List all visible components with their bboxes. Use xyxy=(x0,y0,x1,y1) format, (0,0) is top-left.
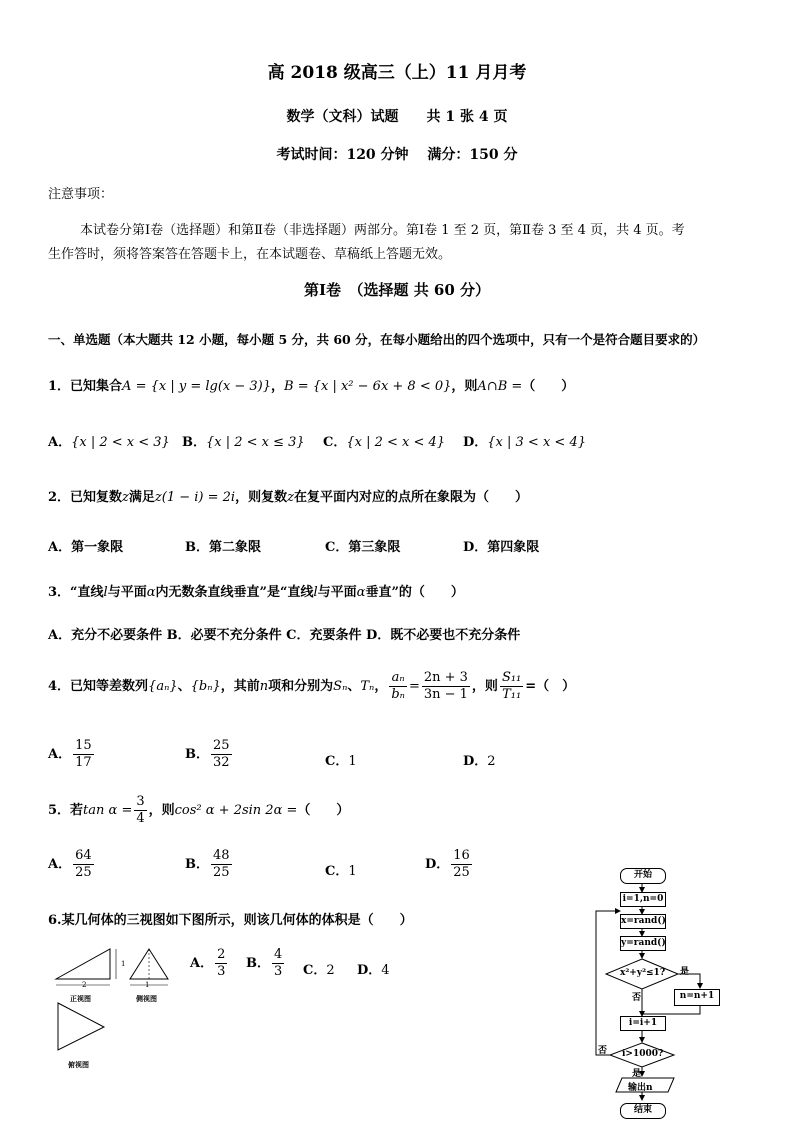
q1-set-b: B = {x | x² − 6x + 8 < 0} xyxy=(284,379,452,394)
exam-subtitle: 数学（文科）试题 共 1 张 4 页 xyxy=(286,109,508,125)
option-value: 第二象限 xyxy=(209,540,262,555)
option-value: 2 xyxy=(487,754,496,769)
option-label: A． xyxy=(48,747,72,762)
question-2 xyxy=(48,486,528,505)
question-6: 6.某几何体的三视图如下图所示，则该几何体的体积是（ ） xyxy=(48,913,413,928)
option-label: C． xyxy=(323,435,347,450)
q4-text: ，其前 xyxy=(220,679,260,694)
top-view-shape xyxy=(58,1003,104,1050)
option-label: B． xyxy=(185,857,209,872)
option-value: 第四象限 xyxy=(487,540,540,555)
q2-z: z xyxy=(122,490,129,505)
q4-option-d[interactable] xyxy=(463,750,496,769)
dim-label-front: 2 xyxy=(82,981,87,989)
flow-start: 开始 xyxy=(620,868,666,884)
option-label: A． xyxy=(48,435,72,450)
q4-text: 、 xyxy=(177,679,191,694)
q4-option-c[interactable] xyxy=(325,750,357,769)
dim-label-side: 1 xyxy=(145,981,150,989)
q1-lead: 1．已知集合 xyxy=(48,379,123,394)
flow-no-1: 否 xyxy=(632,993,642,1003)
q4-tn: Tₙ xyxy=(360,679,375,694)
option-label: B． xyxy=(246,956,270,971)
q2-z: z xyxy=(287,490,294,505)
q3-plane-alpha: α xyxy=(356,585,366,600)
q1-sep: ， xyxy=(271,379,285,394)
q3-line-l: l xyxy=(103,585,108,600)
option-value: 4 xyxy=(381,963,390,978)
q5-option-b[interactable] xyxy=(185,848,234,881)
q4-text: ，则 xyxy=(471,679,498,694)
q5-text: 5．若 xyxy=(48,803,84,818)
option-value: 第一象限 xyxy=(71,540,124,555)
q4-sn: Sₙ xyxy=(333,679,348,694)
option-fraction xyxy=(211,848,232,881)
option-label: C． xyxy=(325,864,349,879)
option-fraction xyxy=(451,848,472,881)
flow-cond-1: x²+y²≤1? xyxy=(620,968,666,978)
exam-time-info: 考试时间：120 分钟 满分：150 分 xyxy=(276,147,518,163)
front-view-shape xyxy=(56,949,110,979)
loop-arrow xyxy=(596,911,620,1055)
q2-text: 满足 xyxy=(128,490,155,505)
q1-option-c[interactable] xyxy=(323,431,445,450)
q6-option-c[interactable] xyxy=(303,959,335,978)
flow-yes-1: 是 xyxy=(680,967,690,977)
side-view-label: 侧视图 xyxy=(136,994,157,1003)
flow-y-assign: y=rand() xyxy=(620,936,666,951)
numerator: aₙ xyxy=(389,670,407,687)
front-view-label: 正视图 xyxy=(70,994,91,1003)
option-value: 1 xyxy=(348,864,357,879)
question-1 xyxy=(48,375,574,394)
q4-ratio-fraction xyxy=(389,670,407,703)
flow-i-increment: i=i+1 xyxy=(620,1016,666,1031)
q4-text: 、 xyxy=(347,679,361,694)
q4-seq-b: {bₙ} xyxy=(190,679,221,694)
q4-text: ， xyxy=(374,679,388,694)
question-3 xyxy=(48,581,464,600)
q4-n: n xyxy=(259,679,269,694)
denominator: T₁₁ xyxy=(502,687,522,702)
flow-yes-2: 是 xyxy=(632,1069,642,1079)
q2-text: ，则复数 xyxy=(235,490,288,505)
q3-text: 与平面 xyxy=(107,585,147,600)
numerator: 15 xyxy=(75,738,92,753)
q6-option-d[interactable] xyxy=(357,959,390,978)
q3-line-l: l xyxy=(313,585,318,600)
flow-end: 结束 xyxy=(620,1103,666,1119)
option-value: {x | 2 < x < 3} xyxy=(71,435,170,450)
q2-option-a[interactable] xyxy=(48,536,123,555)
q2-equation: z(1 − i) = 2i xyxy=(154,490,236,505)
option-fraction xyxy=(73,738,94,771)
option-label: B． xyxy=(182,435,206,450)
option-fraction xyxy=(272,947,284,980)
q1-option-d[interactable] xyxy=(463,431,586,450)
three-view-drawing xyxy=(52,945,182,1075)
q4-text: =（ ） xyxy=(525,679,576,694)
option-fraction xyxy=(73,848,94,881)
denominator: bₙ xyxy=(391,687,405,702)
q5-tan: tan α = xyxy=(83,803,133,818)
option-value: {x | 3 < x < 4} xyxy=(487,435,586,450)
flow-output: 输出n xyxy=(628,1083,653,1093)
numerator: 64 xyxy=(75,848,92,863)
q3-text: 内无数条直线垂直”是“直线 xyxy=(155,585,314,600)
option-label: A． xyxy=(190,956,214,971)
numerator: 2 xyxy=(217,947,226,962)
option-fraction xyxy=(211,738,232,771)
notes-label: 注意事项： xyxy=(48,187,114,202)
q5-text: （ ） xyxy=(297,803,350,818)
numerator: 48 xyxy=(213,848,230,863)
q5-fraction xyxy=(134,794,146,827)
exam-title: 高 2018 级高三（上）11 月月考 xyxy=(267,63,527,83)
flow-no-2: 否 xyxy=(598,1046,608,1056)
numerator: 2n + 3 xyxy=(423,670,468,685)
option-label: D． xyxy=(425,857,450,872)
q5-text: ，则 xyxy=(148,803,175,818)
denominator: 3 xyxy=(274,964,283,979)
q4-equals: = xyxy=(408,679,420,694)
q4-option-a[interactable] xyxy=(48,738,96,771)
option-value: 2 xyxy=(326,963,335,978)
notes-line-2: 生作答时，须将答案答在答题卡上，在本试题卷、草稿纸上答题无效。 xyxy=(48,247,452,262)
notes-line-1: 本试卷分第Ⅰ卷（选择题）和第Ⅱ卷（非选择题）两部分。第Ⅰ卷 1 至 2 页，第Ⅱ卷 3 至 4 页，共 4 页。考 xyxy=(80,223,685,238)
top-view-label: 俯视图 xyxy=(68,1060,89,1069)
option-label: B． xyxy=(185,540,209,555)
option-label: D． xyxy=(463,540,488,555)
denominator: 25 xyxy=(213,865,230,880)
option-fraction xyxy=(215,947,227,980)
q5-option-a[interactable] xyxy=(48,848,96,881)
option-value: 1 xyxy=(348,754,357,769)
q1-intersection: A∩B = xyxy=(477,379,523,394)
option-value: {x | 2 < x ≤ 3} xyxy=(206,435,305,450)
q1-set-a: A = {x | y = lg(x − 3)} xyxy=(122,379,271,394)
q3-options[interactable]: A．充分不必要条件 B．必要不充分条件 C．充要条件 D．既不必要也不充分条件 xyxy=(48,628,521,643)
q6-option-b[interactable] xyxy=(246,947,286,980)
numerator: 25 xyxy=(213,738,230,753)
denominator: 17 xyxy=(75,755,92,770)
q2-option-b[interactable] xyxy=(185,536,261,555)
q3-plane-alpha: α xyxy=(146,585,156,600)
flow-cond-2: i>1000? xyxy=(622,1049,664,1059)
question-5 xyxy=(48,794,349,827)
section-instructions: 一、单选题（本大题共 12 小题，每小题 5 分，共 60 分，在每小题给出的四个选项中，只有一个是符合题目要求的） xyxy=(48,332,706,347)
q5-option-c[interactable] xyxy=(325,860,357,879)
option-label: A． xyxy=(48,540,72,555)
option-label: C． xyxy=(325,540,349,555)
option-label: D． xyxy=(463,435,488,450)
q2-option-c[interactable] xyxy=(325,536,400,555)
option-value: {x | 2 < x < 4} xyxy=(346,435,446,450)
option-label: A． xyxy=(48,857,72,872)
numerator: 3 xyxy=(136,794,145,809)
q1-then: ，则 xyxy=(451,379,478,394)
option-label: C． xyxy=(325,754,349,769)
q2-lead: 2．已知复数 xyxy=(48,490,123,505)
numerator: S₁₁ xyxy=(501,670,522,685)
flow-n-increment: n=n+1 xyxy=(674,989,720,1006)
denominator: 4 xyxy=(136,811,145,826)
q4-text: 4．已知等差数列 xyxy=(48,679,149,694)
q3-text: 与平面 xyxy=(317,585,357,600)
numerator: 16 xyxy=(453,848,470,863)
q1-option-b[interactable] xyxy=(182,431,305,450)
section-title: 第Ⅰ卷 （选择题 共 60 分） xyxy=(303,281,491,299)
denominator: 32 xyxy=(213,755,230,770)
q3-text: 3．“直线 xyxy=(48,585,104,600)
flow-x-assign: x=rand() xyxy=(620,914,666,929)
option-label: D． xyxy=(357,963,382,978)
option-label: D． xyxy=(463,754,488,769)
q5-expression: cos² α + 2sin 2α = xyxy=(174,803,298,818)
denominator: 25 xyxy=(453,865,470,880)
option-label: C． xyxy=(303,963,327,978)
q3-text: 垂直”的（ ） xyxy=(365,585,464,600)
denominator: 3 xyxy=(217,964,226,979)
numerator: 4 xyxy=(274,947,283,962)
q2-text: 在复平面内对应的点所在象限为（ ） xyxy=(293,490,528,505)
q1-option-a[interactable] xyxy=(48,431,170,450)
q5-option-d[interactable] xyxy=(425,848,474,881)
option-label: B． xyxy=(185,747,209,762)
q2-option-d[interactable] xyxy=(463,536,539,555)
option-value: 第三象限 xyxy=(348,540,401,555)
flow-arrow xyxy=(642,1006,700,1014)
denominator: 3n − 1 xyxy=(423,687,468,702)
q4-rhs-fraction xyxy=(422,670,470,703)
q4-seq-a: {aₙ} xyxy=(148,679,178,694)
question-4 xyxy=(48,670,575,703)
dim-label-height: 1 xyxy=(121,960,126,968)
q4-text: 项和分别为 xyxy=(268,679,334,694)
q1-paren: （ ） xyxy=(522,379,575,394)
q4-ask-fraction xyxy=(500,670,523,703)
q4-option-b[interactable] xyxy=(185,738,234,771)
flow-init: i=1,n=0 xyxy=(620,892,666,907)
denominator: 25 xyxy=(75,865,92,880)
q6-option-a[interactable] xyxy=(190,947,229,980)
